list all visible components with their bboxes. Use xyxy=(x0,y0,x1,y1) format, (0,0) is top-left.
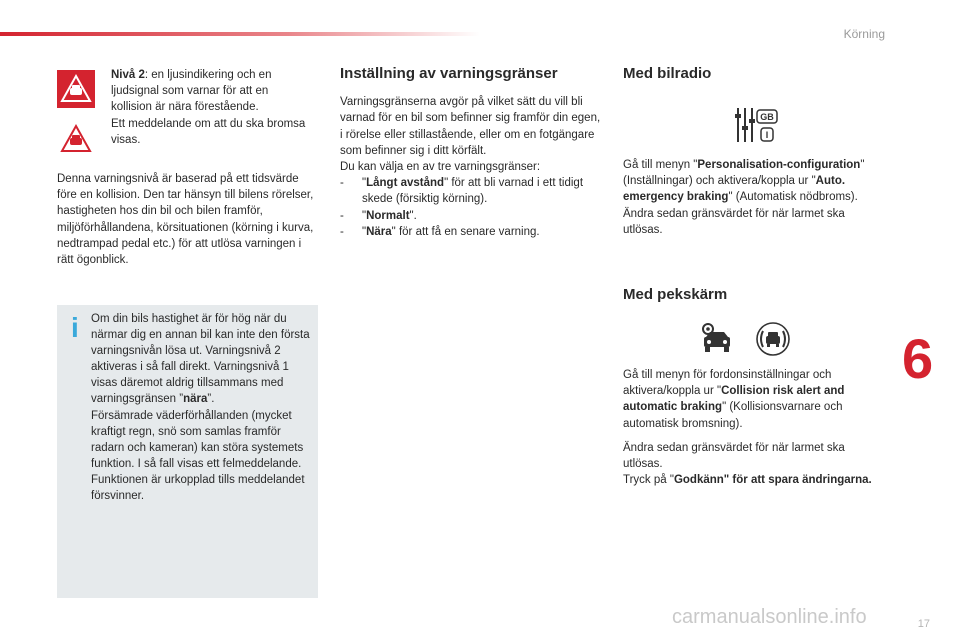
radio-settings-icon xyxy=(733,106,779,144)
threshold-option-normal: - "Normalt". xyxy=(340,208,605,224)
warning-timing-paragraph: Denna varningsnivå är baserad på ett tidsvärde före en kollision. Den tar hänsyn till bilens rörelser, hastigheten hos din bil och bilen framför, miljöförhållandena, körsituationen (körning i kurva, nedtrampad pedal etc.) för att utlösa varningen i rätt ögonblick. xyxy=(57,173,314,267)
radio-icon-i: I xyxy=(765,130,769,140)
info-text: Om din bils hastighet är för hög när du närmar dig en annan bil kan inte den första varningsnivån lösa ut. Varningsnivå 2 aktiveras i så fall direkt. Varningsnivå 1 visas däremot aldrig tillsammans med varningsgränsen ”nära”. Försämrade väderförhållanden (mycket kraftigt regn, snö som samlas framför radarn och kameran) kan störa systemets funktion. I så fall visas ett felmeddelande. Funktionen är urkopplad tills meddelandet försvinner. xyxy=(91,313,310,503)
threshold-option-far: - "Långt avstånd" för att bli varnad i ett tidigt skede (försiktig körning). xyxy=(340,175,605,207)
chapter-number: 6 xyxy=(902,327,934,390)
info-box xyxy=(57,305,318,598)
threshold-title: Inställning av varningsgränser xyxy=(340,65,558,82)
threshold-section xyxy=(340,66,605,240)
radio-title: Med bilradio xyxy=(623,65,712,82)
radio-title-wrap xyxy=(623,66,873,82)
page-number: 17 xyxy=(917,618,930,630)
level2-description: Nivå 2: en ljusindikering och en ljudsignal som varnar för att en kollision är nära förestående. Ett meddelande om att du ska bromsa visas. xyxy=(111,69,306,146)
touch-title-wrap xyxy=(623,287,873,303)
threshold-options xyxy=(340,175,605,240)
touch-instructions: Gå till menyn för fordonsinställningar och aktivera/koppla ur "Collision risk alert and automatic braking" (Kollisionsvarnare och automatisk bromsning). Ändra sedan gränsvärdet för när larmet ska utlösas. Tryck på "Godkänn" för att spara ändringarna. xyxy=(623,369,872,487)
car-settings-icon xyxy=(700,321,734,355)
info-icon: i xyxy=(71,312,79,343)
header-accent-bar xyxy=(0,32,480,36)
touch-title: Med pekskärm xyxy=(623,286,728,303)
collision-warning-outline-icon xyxy=(57,120,95,158)
watermark: carmanualsonline.info xyxy=(672,606,867,628)
chapter-title: Körning xyxy=(843,27,885,41)
collision-warning-filled-icon xyxy=(57,70,95,108)
threshold-intro: Varningsgränserna avgör på vilket sätt du vill bli varnad för en bil som befinner sig framför din egen, i rörelse eller stillastående, eller om en fotgängare som befinner sig i ditt körfält. xyxy=(340,96,601,157)
radio-icon-gb: GB xyxy=(760,112,774,122)
radio-instructions: Gå till menyn "Personalisation-configuration"(Inställningar) och aktivera/koppla ur "Auto. emergency braking" (Automatisk nödbroms). Ändra sedan gränsvärdet för när larmet ska utlösas. xyxy=(623,159,865,236)
threshold-option-near: - "Nära" för att få en senare varning. xyxy=(340,224,605,240)
collision-alert-icon xyxy=(755,321,791,357)
threshold-choose: Du kan välja en av tre varningsgränser: xyxy=(340,161,541,174)
